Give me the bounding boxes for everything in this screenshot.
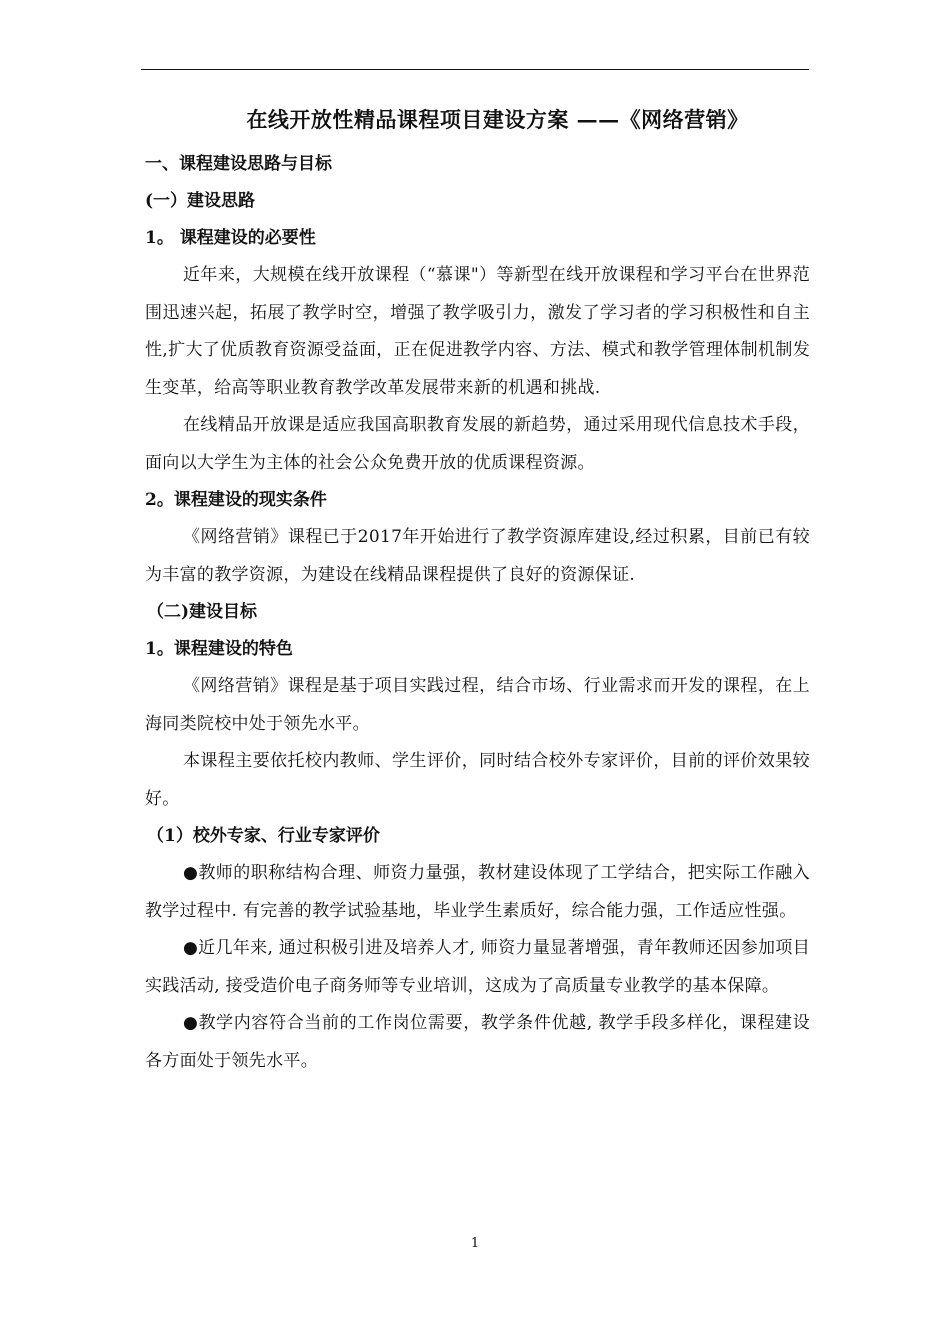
document-body [145,100,810,1080]
paragraph-resource-base: 《网络营销》课程已于2017年开始进行了教学资源库建设,经过积累，目前已有较为丰富的教学资源，为建设在线精品课程提供了良好的资源保证. [145,527,810,585]
paragraph-course-description: 《网络营销》课程是基于项目实践过程，结合市场、行业需求而开发的课程，在上海同类院校中处于领先水平。 [145,676,810,734]
paragraph-mooc-background: 近年来，大规模在线开放课程（“慕课"）等新型在线开放课程和学习平台在世界范围迅速兴起，拓展了教学时空，增强了教学吸引力，激发了学习者的学习积极性和自主性,扩大了优质教育资源受益面，正在促进教学内容、方法、模式和教学管理体制机制发生变革，给高等职业教育教学改革发展带来新的机遇和挑战. [145,265,810,398]
heading-construction-idea: (一）建设思路 [145,191,256,211]
paragraph-evaluation-basis: 本课程主要依托校内教师、学生评价，同时结合校外专家评价，目前的评价效果较好。 [145,751,810,809]
paragraph-open-course-trend: 在线精品开放课是适应我国高职教育发展的新趋势，通过采用现代信息技术手段，面向以大学生为主体的社会公众免费开放的优质课程资源。 [145,415,810,473]
heading-necessity: 1。 课程建设的必要性 [145,228,316,248]
bullet-talent-development: ●近几年来, 通过积极引进及培养人才, 师资力量显著增强，青年教师还因参加项目实践活动, 接受造价电子商务师等专业培训，这成为了高质量专业教学的基本保障。 [145,938,810,996]
heading-expert-evaluation: （1）校外专家、行业专家评价 [147,826,380,846]
page-number: 1 [470,1236,480,1251]
heading-course-plan-goals: 一、课程建设思路与目标 [145,154,332,174]
bullet-teaching-content: ●教学内容符合当前的工作岗位需要，教学条件优越, 教学手段多样化，课程建设各方面处于领先水平。 [145,1013,810,1071]
heading-course-features: 1。课程建设的特色 [145,639,293,659]
bullet-faculty-structure: ●教师的职称结构合理、师资力量强，教材建设体现了工学结合，把实际工作融入教学过程中. 有完善的教学试验基地，毕业学生素质好，综合能力强，工作适应性强。 [145,863,810,921]
document-title: 在线开放性精品课程项目建设方案 ——《网络营销》 [246,107,749,132]
header-rule [141,69,809,70]
heading-construction-goals: （二)建设目标 [147,602,258,622]
heading-realistic-conditions: 2。课程建设的现实条件 [145,490,327,510]
